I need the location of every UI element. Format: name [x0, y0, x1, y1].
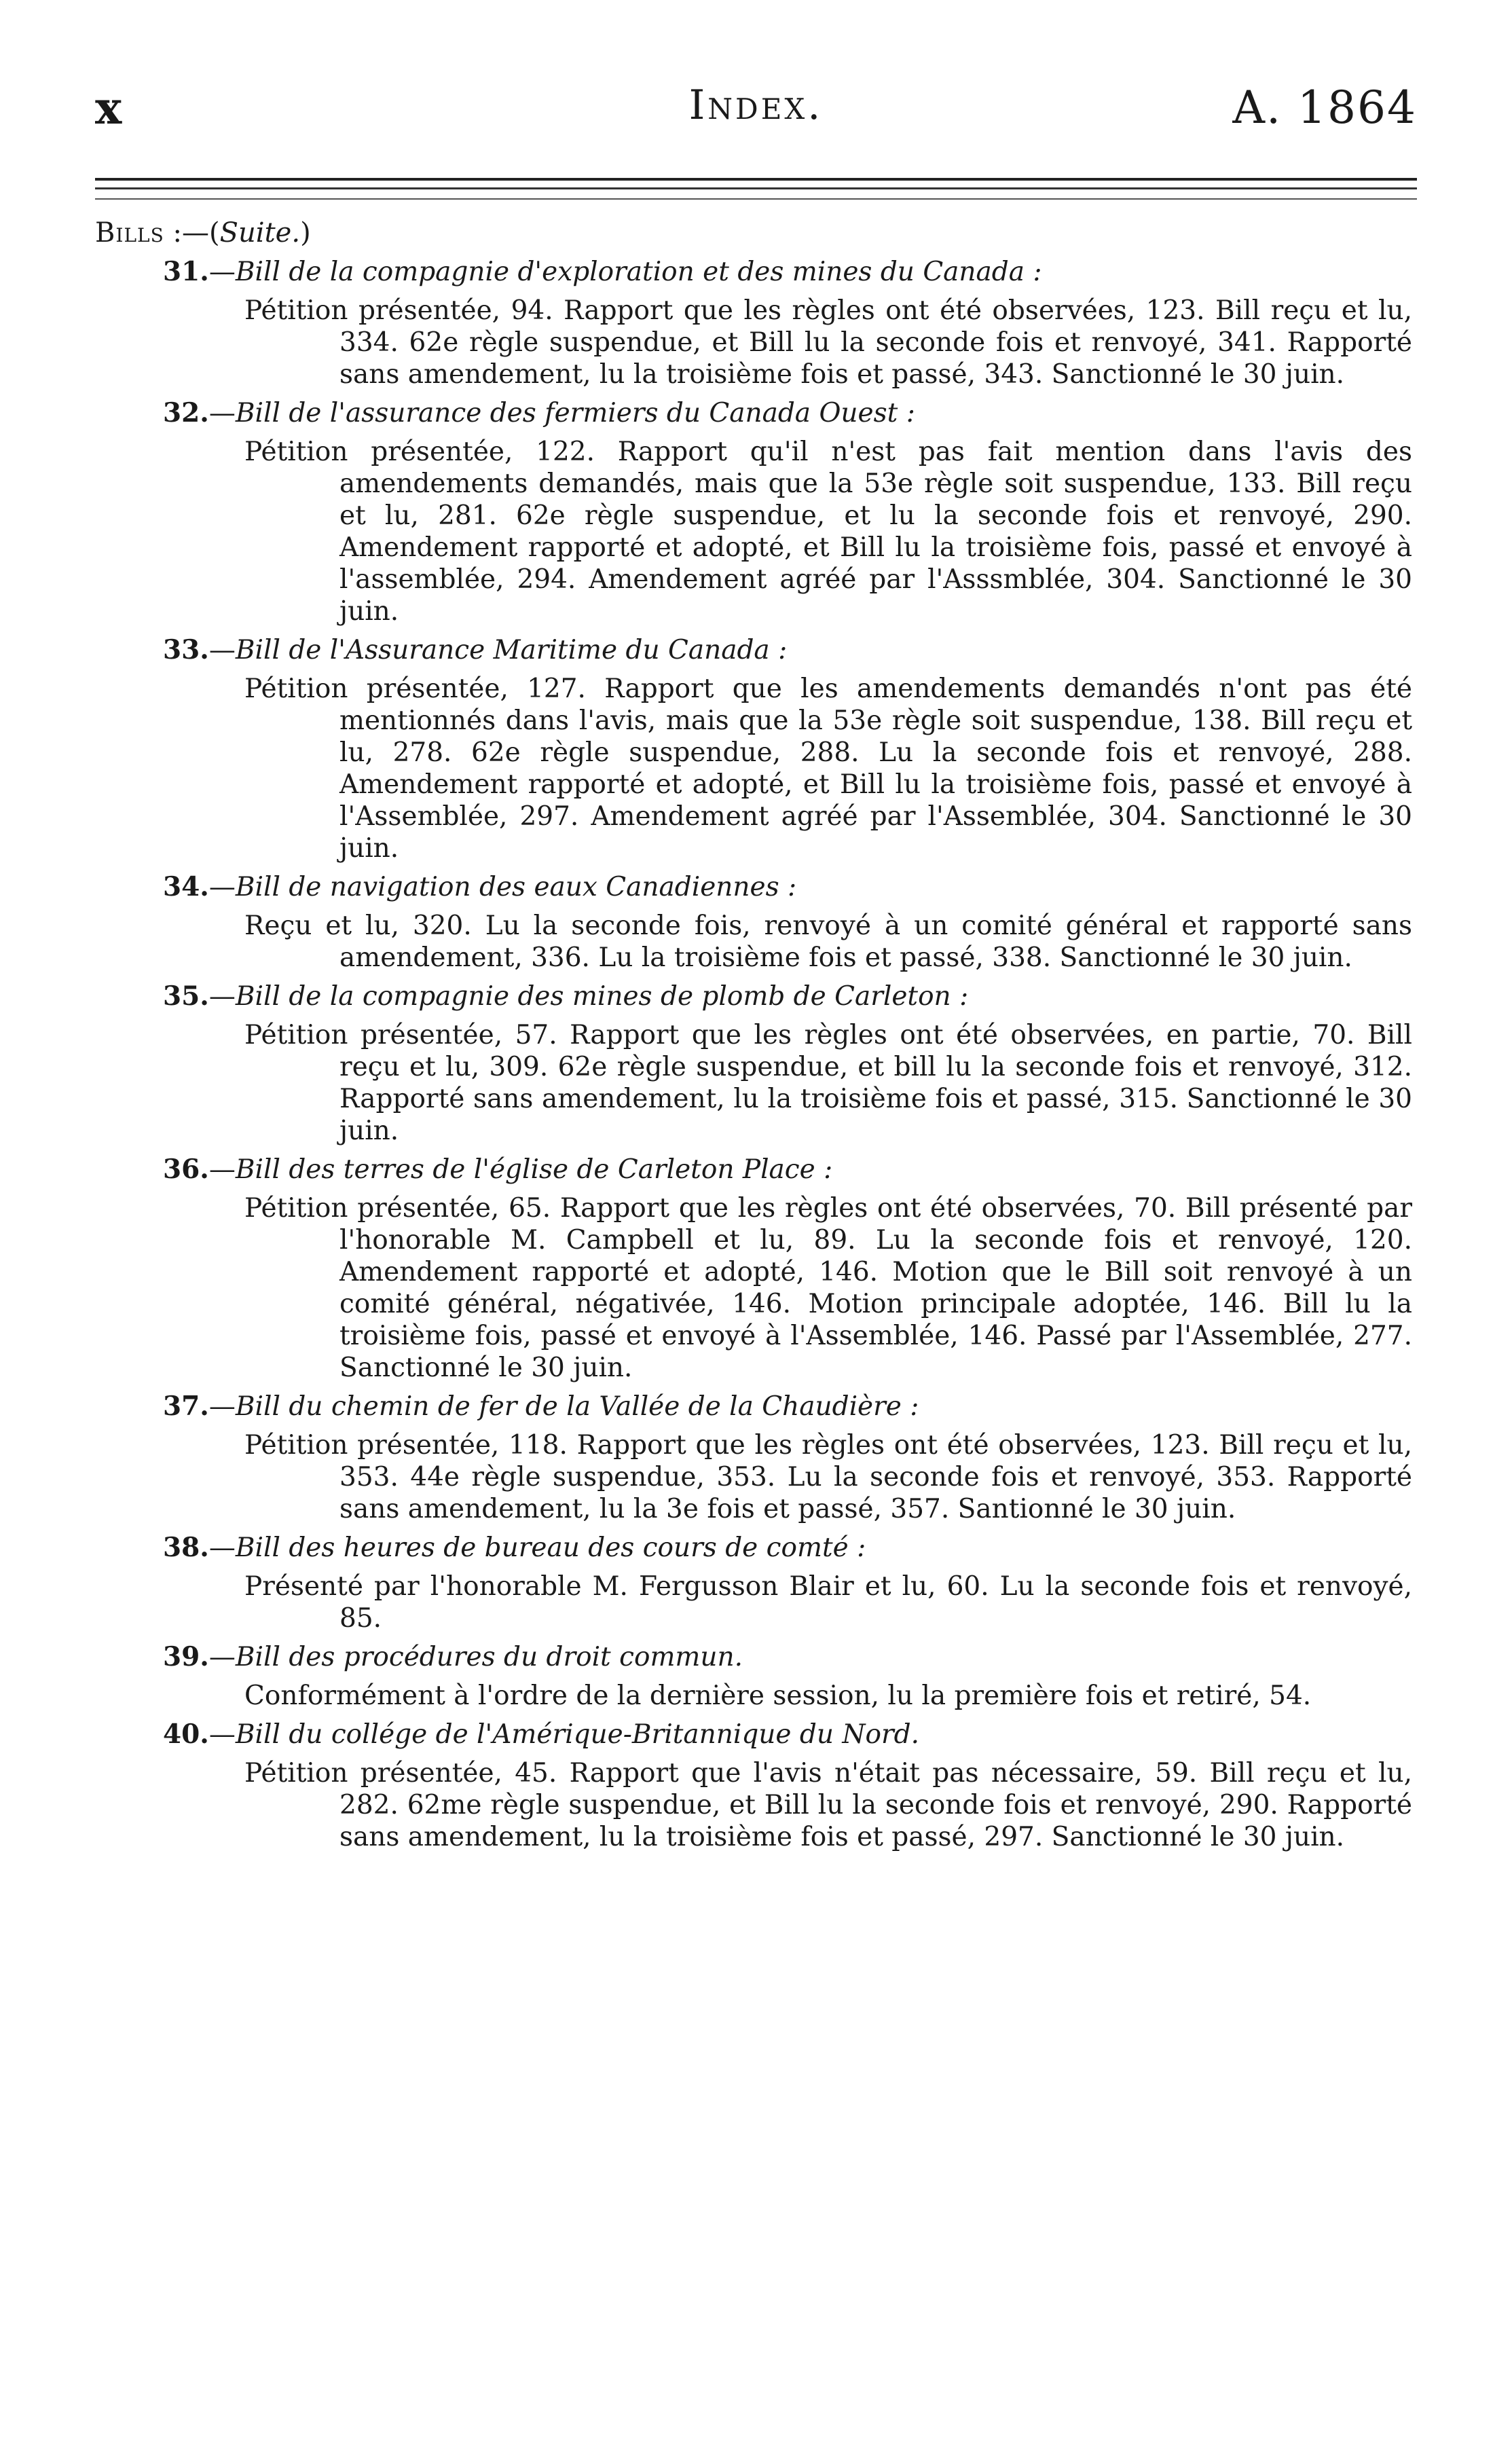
bill-heading: 38.—Bill des heures de bureau des cours de comté : [163, 1532, 866, 1563]
bill-number: 37. [163, 1391, 209, 1422]
bill-number: 33. [163, 634, 209, 665]
header-rule-thin [95, 198, 1417, 200]
bill-heading: 32.—Bill de l'assurance des fermiers du Canada Ouest : [163, 397, 915, 428]
bill-proceedings: Pétition présentée, 57. Rapport que les règles ont été observées, en partie, 70. Bill reçu et lu, 309. 62e règle suspendue, et bill lu la seconde fois et renvoyé, 312. Rapporté sans amendement, lu la troisième fois et passé, 315. Sanctionné le 30 juin. [244, 1020, 1412, 1146]
bill-entry-34 [95, 871, 1426, 974]
bill-entry-39 [95, 1641, 1426, 1712]
bill-proceedings: Reçu et lu, 320. Lu la seconde fois, renvoyé à un comité général et rapporté sans amendement, 336. Lu la troisième fois et passé, 338. Sanctionné le 30 juin. [244, 911, 1412, 973]
bill-proceedings: Conformément à l'ordre de la dernière session, lu la première fois et retiré, 54. [244, 1681, 1312, 1711]
bill-proceedings: Pétition présentée, 65. Rapport que les règles ont été observées, 70. Bill présenté par l'honorable M. Campbell et lu, 89. Lu la seconde fois et renvoyé, 120. Amendement rapporté et adopté, 146. Motion que le Bill soit renvoyé à un comité général, négativée, 146. Motion principale adoptée, 146. Bill lu la troisième fois, passé et envoyé à l'Assemblée, 146. Passé par l'Assemblée, 277. Sanctionné le 30 juin. [244, 1193, 1412, 1383]
bill-number: 31. [163, 256, 209, 287]
bill-entry-32 [95, 397, 1426, 627]
bill-title: Bill des procédures du droit commun. [235, 1642, 743, 1672]
bill-entry-38 [95, 1532, 1426, 1634]
bill-title: Bill de la compagnie d'exploration et des mines du Canada : [235, 257, 1042, 287]
bill-heading: 33.—Bill de l'Assurance Maritime du Canada : [163, 634, 788, 665]
bill-heading: 31.—Bill de la compagnie d'exploration et des mines du Canada : [163, 256, 1042, 287]
bill-proceedings: Présenté par l'honorable M. Fergusson Blair et lu, 60. Lu la seconde fois et renvoyé, 85. [244, 1571, 1412, 1634]
session-year: A. 1864 [1232, 81, 1417, 134]
bill-title: Bill du chemin de fer de la Vallée de la Chaudière : [235, 1391, 919, 1422]
bill-number: 38. [163, 1532, 209, 1563]
bill-title: Bill de l'Assurance Maritime du Canada : [235, 635, 788, 665]
page-number: x [95, 81, 122, 134]
bill-entry-35 [95, 980, 1426, 1147]
bill-heading: 39.—Bill des procédures du droit commun. [163, 1641, 743, 1672]
header-rule-thick [95, 178, 1417, 181]
bill-title: Bill de l'assurance des fermiers du Canada Ouest : [235, 398, 915, 428]
bill-title: Bill du collége de l'Amérique-Britannique du Nord. [235, 1719, 919, 1750]
bill-entry-31 [95, 256, 1426, 390]
bill-heading: 40.—Bill du collége de l'Amérique-Britannique du Nord. [163, 1719, 919, 1750]
index-content [95, 217, 1426, 1853]
bill-proceedings: Pétition présentée, 45. Rapport que l'avis n'était pas nécessaire, 59. Bill reçu et lu, 282. 62me règle suspendue, et Bill lu la seconde fois et renvoyé, 290. Rapporté sans amendement, lu la troisième fois et passé, 297. Sanctionné le 30 juin. [244, 1758, 1412, 1852]
bill-title: Bill de navigation des eaux Canadiennes : [235, 872, 797, 902]
bill-entry-33 [95, 634, 1426, 864]
header-rule-middle [95, 187, 1417, 189]
section-suffix: :—( [172, 217, 220, 249]
bill-number: 40. [163, 1719, 209, 1750]
bill-title: Bill de la compagnie des mines de plomb de Carleton : [235, 981, 969, 1012]
bill-entry-37 [95, 1391, 1426, 1525]
bill-number: 36. [163, 1154, 209, 1185]
section-close: ) [300, 217, 311, 249]
bill-heading: 37.—Bill du chemin de fer de la Vallée de la Chaudière : [163, 1391, 919, 1422]
bill-proceedings: Pétition présentée, 118. Rapport que les règles ont été observées, 123. Bill reçu et lu, 353. 44e règle suspendue, 353. Lu la seconde fois et renvoyé, 353. Rapporté sans amendement, lu la 3e fois et passé, 357. Santionné le 30 juin. [244, 1430, 1412, 1524]
running-title: Index. [688, 81, 824, 129]
bill-proceedings: Pétition présentée, 94. Rapport que les règles ont été observées, 123. Bill reçu et lu, 334. 62e règle suspendue, et Bill lu la seconde fois et renvoyé, 341. Rapporté sans amendement, lu la troisième fois et passé, 343. Sanctionné le 30 juin. [244, 295, 1412, 390]
bill-number: 39. [163, 1641, 209, 1672]
bill-number: 35. [163, 980, 209, 1012]
bill-title: Bill des terres de l'église de Carleton Place : [235, 1154, 833, 1185]
bill-proceedings: Pétition présentée, 127. Rapport que les amendements demandés n'ont pas été mentionnés dans l'avis, mais que la 53e règle soit suspendue, 138. Bill reçu et lu, 278. 62e règle suspendue, 288. Lu la seconde fois et renvoyé, 288. Amendement rapporté et adopté, et Bill lu la troisième fois, passé et envoyé à l'Assemblée, 297. Amendement agréé par l'Assemblée, 304. Sanctionné le 30 juin. [244, 674, 1412, 864]
section-label: Bills [95, 217, 164, 249]
bill-entry-40 [95, 1719, 1426, 1853]
bill-title: Bill des heures de bureau des cours de comté : [235, 1533, 866, 1563]
bill-entry-36 [95, 1154, 1426, 1384]
bill-heading: 34.—Bill de navigation des eaux Canadiennes : [163, 871, 797, 902]
page-header [95, 81, 1417, 143]
section-heading [95, 217, 1426, 249]
bill-number: 34. [163, 871, 209, 902]
bill-number: 32. [163, 397, 209, 428]
bill-heading: 36.—Bill des terres de l'église de Carleton Place : [163, 1154, 833, 1185]
bill-heading: 35.—Bill de la compagnie des mines de plomb de Carleton : [163, 980, 969, 1012]
bill-proceedings: Pétition présentée, 122. Rapport qu'il n'est pas fait mention dans l'avis des amendements demandés, mais que la 53e règle soit suspendue, 133. Bill reçu et lu, 281. 62e règle suspendue, et lu la seconde fois et renvoyé, 290. Amendement rapporté et adopté, et Bill lu la troisième fois, passé et envoyé à l'assemblée, 294. Amendement agréé par l'Asssmblée, 304. Sanctionné le 30 juin. [244, 437, 1412, 627]
section-continued: Suite. [219, 217, 301, 249]
